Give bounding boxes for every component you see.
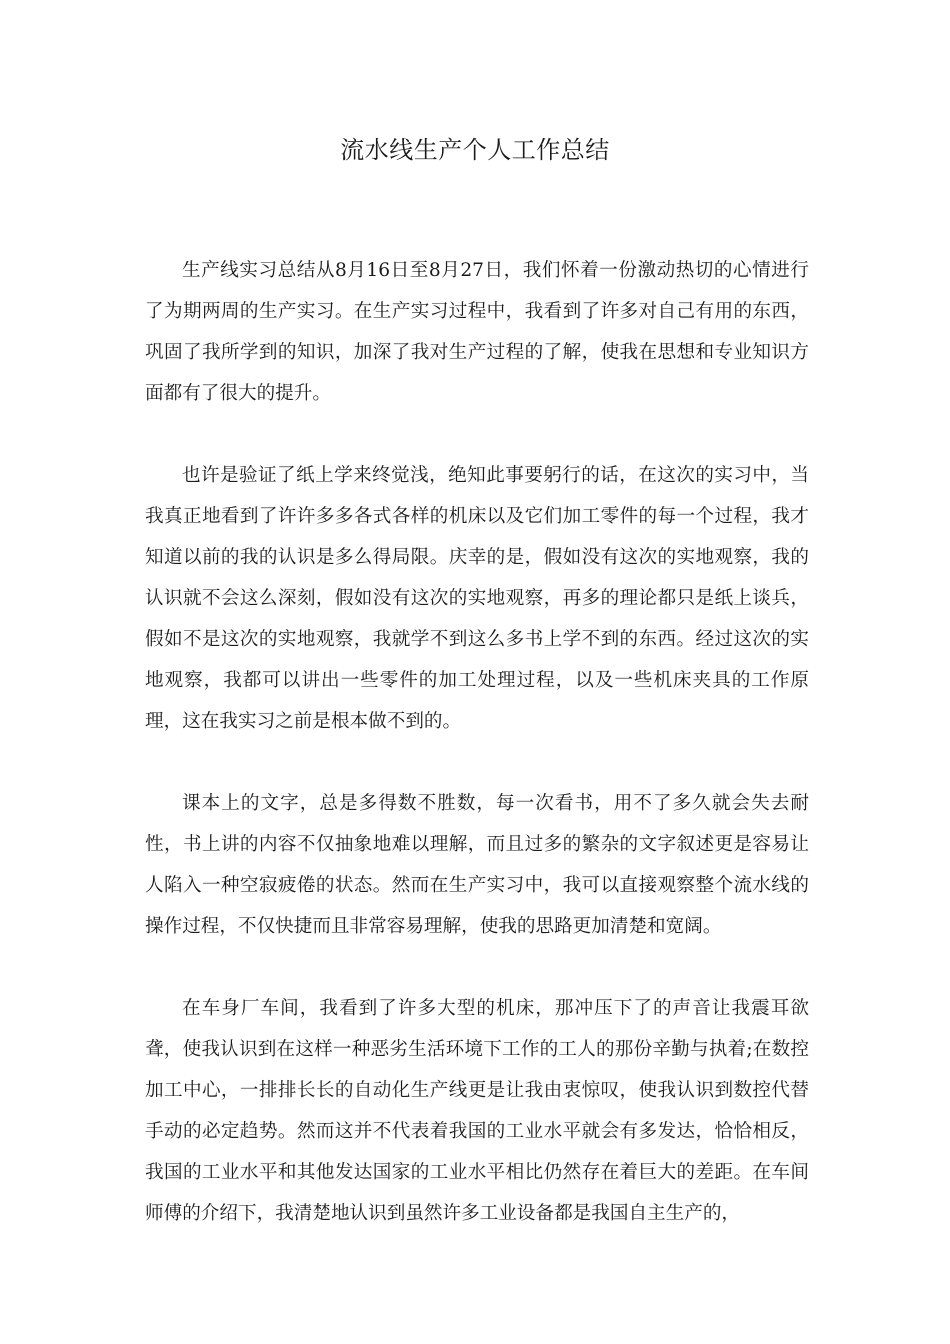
paragraph-4: 在车身厂车间，我看到了许多大型的机床，那冲压下了的声音让我震耳欲聋，使我认识到在这样一种恶劣生活环境下工作的工人的那份辛勤与执着;在数控加工中心，一排排长长的自动化生产线更是让我由衷惊叹，使我认识到数控代替手动的必定趋势。然而这并不代表着我国的工业水平就会有多发达，恰恰相反，我国的工业水平和其他发达国家的工业水平相比仍然存在着巨大的差距。在车间师傅的介绍下，我清楚地认识到虽然许多工业设备都是我国自主生产的， bbox=[145, 998, 809, 1224]
paragraph-2: 也许是验证了纸上学来终觉浅，绝知此事要躬行的话，在这次的实习中，当我真正地看到了许许多多各式各样的机床以及它们加工零件的每一个过程，我才知道以前的我的认识是多么得局限。庆幸的是，假如没有这次的实地观察，我的认识就不会这么深刻，假如没有这次的实地观察，再多的理论都只是纸上谈兵，假如不是这次的实地观察，我就学不到这么多书上学不到的东西。经过这次的实地观察，我都可以讲出一些零件的加工处理过程，以及一些机床夹具的工作原理，这在我实习之前是根本做不到的。 bbox=[145, 465, 809, 732]
paragraph-3: 课本上的文字，总是多得数不胜数，每一次看书，用不了多久就会失去耐性，书上讲的内容不仅抽象地难以理解，而且过多的繁杂的文字叙述更是容易让人陷入一种空寂疲倦的状态。然而在生产实习中，我可以直接观察整个流水线的操作过程，不仅快捷而且非常容易理解，使我的思路更加清楚和宽阔。 bbox=[145, 793, 809, 937]
document-body bbox=[145, 250, 809, 1275]
document-title: 流水线生产个人工作总结 bbox=[340, 136, 610, 164]
paragraph-1: 生产线实习总结从8月16日至8月27日，我们怀着一份激动热切的心情进行了为期两周的生产实习。在生产实习过程中，我看到了许多对自己有用的东西，巩固了我所学到的知识，加深了我对生产过程的了解，使我在思想和专业知识方面都有了很大的提升。 bbox=[145, 260, 809, 404]
